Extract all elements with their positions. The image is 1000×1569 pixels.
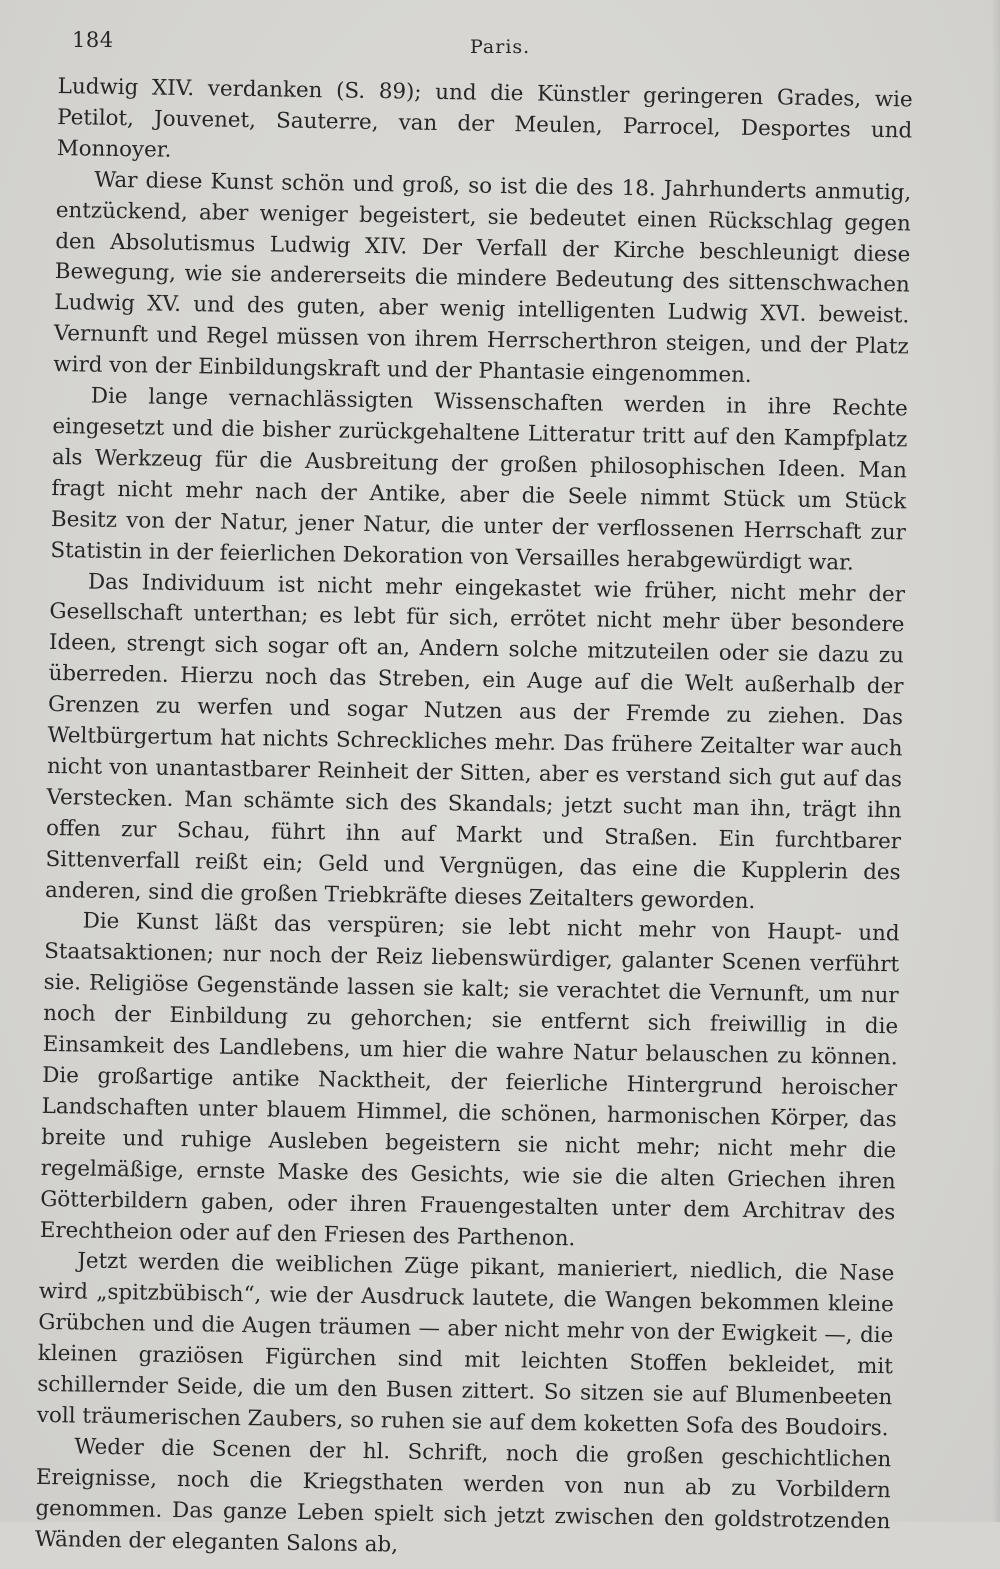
paragraph: War diese Kunst schön und groß, so ist die des 18. Jahrhunderts anmutig, entzückend, aber weniger begeistert, sie bedeutet einen Rückschlag gegen den Absolutismus Ludwig XIV. Der Verfall der Kirche beschleunigt diese Bewegung, wie sie andererseits die mindere Bedeutung des sittenschwachen Ludwig XV. und des guten, aber wenig intelligenten Ludwig XVI. beweist. Vernunft und Regel müssen von ihrem Herrscherthron steigen, und der Platz wird von der Einbildungskraft und der Phantasie eingenommen. — [53, 167, 912, 389]
page-number: 184 — [72, 28, 114, 52]
body-text — [34, 72, 913, 1558]
running-head: Paris. — [470, 36, 531, 58]
paragraph: Die Kunst läßt das verspüren; sie lebt nicht mehr von Haupt- und Staatsaktionen; nur noch der Reiz liebenswürdiger, galanter Scenen verführt sie. Religiöse Gegenstände lassen sie kalt; sie verachtet die Vernunft, um nur noch der Einbildung zu gehorchen; sie entfernt sich freiwillig in die Einsamkeit des Landlebens, um hier die wahre Natur belauschen zu können. Die großartige antike Nacktheit, der feierliche Hintergrund heroischer Landschaften unter blauem Himmel, die schönen, harmonischen Körper, das breite und ruhige Ausleben begeistern sie nicht mehr; nicht mehr die regelmäßige, ernste Maske des Gesichts, wie sie die alten Griechen ihren Götterbildern gaben, oder ihren Frauengestalten unter dem Architrav des Erechtheion oder auf den Friesen des Parthenon. — [39, 908, 900, 1251]
paragraph: Jetzt werden die weiblichen Züge pikant, manieriert, niedlich, die Nase wird „spitzbübisch“, wie der Ausdruck lautete, die Wangen bekommen kleine Grübchen und die Augen träumen — aber nicht mehr von der Ewigkeit —, die kleinen graziösen Figürchen sind mit leichten Stoffen bekleidet, mit schillernder Seide, die um den Busen zittert. So sitzen sie auf Blumenbeeten voll träumerischen Zaubers, so ruhen sie auf dem koketten Sofa des Boudoirs. — [36, 1248, 895, 1442]
paragraph: Ludwig XIV. verdanken (S. 89); und die Künstler geringeren Grades, wie Petilot, Jouvenet, Sauterre, van der Meulen, Parrocel, Desportes und Monnoyer. — [56, 73, 913, 163]
page-header — [72, 28, 932, 62]
paragraph: Die lange vernachlässigten Wissenschaften werden in ihre Rechte eingesetzt und die bisher zurückgehaltene Litteratur tritt auf den Kampfplatz als Werkzeug für die Ausbreitung der großen philosophischen Ideen. Man fragt nicht mehr nach der Antike, aber die Seele nimmt Stück um Stück Besitz von der Natur, jener Natur, die unter der verflossenen Herrschaft zur Statistin in der feierlichen Dekoration von Versailles herabgewürdigt war. — [50, 383, 909, 576]
paragraph: Das Individuum ist nicht mehr eingekastet wie früher, nicht mehr der Gesellschaft unterthan; es lebt für sich, errötet nicht mehr über besondere Ideen, strengt sich sogar oft an, Andern solche mitzuteilen oder sie dazu zu überreden. Hierzu noch das Streben, ein Auge auf die Welt außerhalb der Grenzen zu werfen und sogar Nutzen aus der Fremde zu ziehen. Das Weltbürgertum hat nichts Schreckliches mehr. Das frühere Zeitalter war auch nicht von unantastbarer Reinheit der Sitten, aber es verstand sich gut auf das Verstecken. Man schämte sich des Skandals; jetzt sucht man ihn, trägt ihn offen zur Schau, führt ihn auf Markt und Straßen. Ein furchtbarer Sittenverfall reißt ein; Geld und Vergnügen, das eine die Kupplerin des anderen, sind die großen Triebkräfte dieses Zeitalters geworden. — [44, 569, 906, 914]
paragraph: Weder die Scenen der hl. Schrift, noch die großen geschichtlichen Ereignisse, noch die Kriegsthaten werden von nun ab zu Vorbildern genommen. Das ganze Leben spielt sich jetzt zwischen den goldstrotzenden Wänden der eleganten Salons ab, — [34, 1434, 892, 1558]
page-edge-shadow — [992, 0, 1000, 1522]
